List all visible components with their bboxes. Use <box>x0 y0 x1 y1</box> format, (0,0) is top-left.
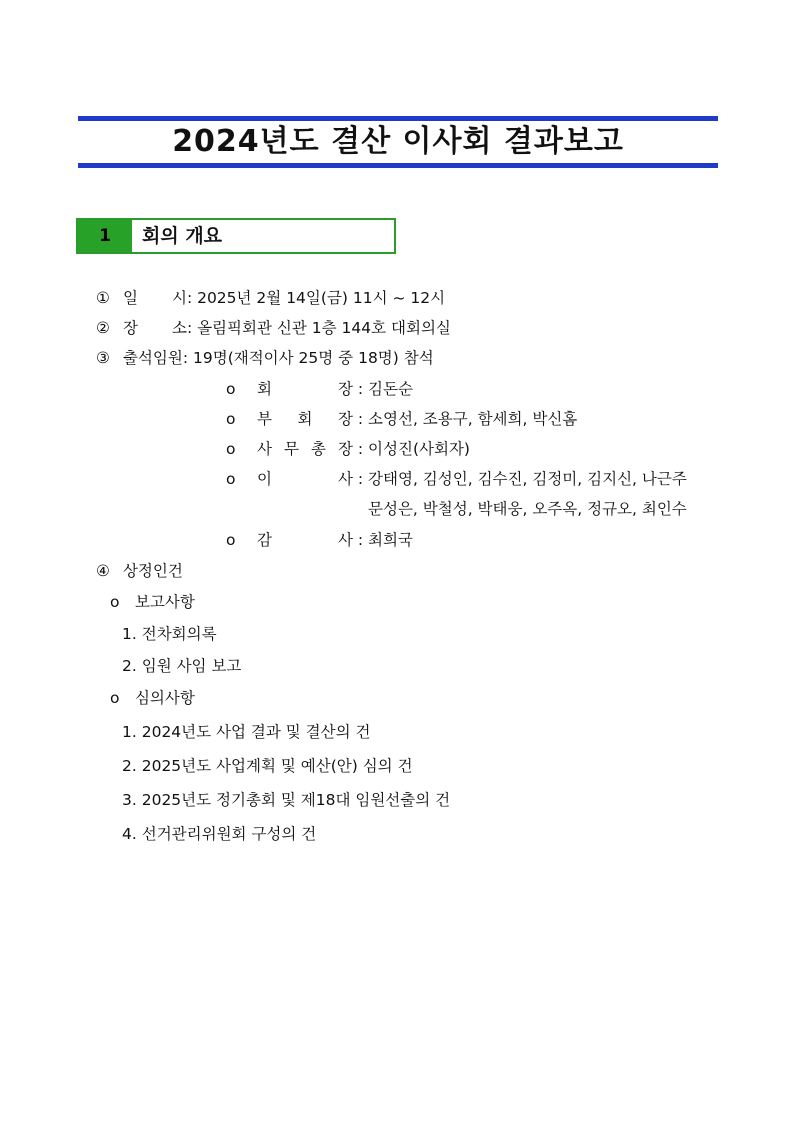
section-title: 회의 개요 <box>142 225 223 247</box>
attendee-names: : 김돈순 <box>357 380 413 398</box>
attendee-row-chairman <box>226 377 413 401</box>
attendee-names: : 소영선, 조용구, 함세희, 박신홈 <box>357 410 578 428</box>
bullet: o <box>226 440 236 458</box>
group-label: 심의사항 <box>134 689 195 707</box>
label-date: 일 시 <box>122 289 187 307</box>
attendee-row-vice-chairman <box>226 407 577 431</box>
attendance-value: : 19명(재적이사 25명 중 18명) 참석 <box>182 349 434 367</box>
bullet: o <box>226 470 236 488</box>
agenda-label: 상정인건 <box>122 562 183 580</box>
role-label: 이 사 <box>256 470 353 488</box>
bullet: o <box>226 410 236 428</box>
section-number: 1 <box>78 220 132 252</box>
agenda-group-report <box>110 590 195 614</box>
title-block <box>78 116 718 168</box>
bullet: o <box>110 689 120 707</box>
group-label: 보고사항 <box>134 593 195 611</box>
agenda-item: 1. 전차회의록 <box>122 625 217 643</box>
title-bottom-rule <box>78 163 718 168</box>
attendee-row-secretary-general <box>226 437 470 461</box>
circled-number: ③ <box>96 349 110 367</box>
agenda-item: 2. 2025년도 사업계획 및 예산(안) 심의 건 <box>122 757 413 775</box>
agenda-item: 3. 2025년도 정기총회 및 제18대 임원선출의 건 <box>122 791 451 809</box>
section-header <box>76 218 396 254</box>
agenda-group-deliberation <box>110 686 195 710</box>
overview-place-line <box>96 316 451 340</box>
agenda-item: 2. 임원 사임 보고 <box>122 657 242 675</box>
role-label: 부 회 장 <box>256 410 353 428</box>
bullet: o <box>226 380 236 398</box>
attendee-names: : 강태영, 김성인, 김수진, 김정미, 김지신, 나근주 <box>357 470 687 488</box>
date-value: : 2025년 2월 14일(금) 11시 ~ 12시 <box>186 289 446 307</box>
circled-number: ② <box>96 319 110 337</box>
document-title: 2024년도 결산 이사회 결과보고 <box>172 124 624 159</box>
overview-attendance-line <box>96 346 434 370</box>
bullet: o <box>110 593 120 611</box>
overview-date-line <box>96 286 445 310</box>
label-attendance: 출석임원 <box>122 349 183 367</box>
role-label: 회 장 <box>256 380 353 398</box>
agenda-item: 1. 2024년도 사업 결과 및 결산의 건 <box>122 723 371 741</box>
place-value: : 올림픽회관 신관 1층 144호 대회의실 <box>186 319 451 337</box>
attendee-names-continued: 문성은, 박철성, 박태웅, 오주옥, 정규오, 최인수 <box>368 500 687 518</box>
role-label: 사 무 총 장 <box>256 440 353 458</box>
circled-number: ① <box>96 289 110 307</box>
role-label: 감 사 <box>256 531 353 549</box>
label-place: 장 소 <box>122 319 187 337</box>
attendee-row-directors <box>226 467 687 491</box>
agenda-item: 4. 선거관리위원회 구성의 건 <box>122 825 317 843</box>
agenda-heading <box>96 559 183 583</box>
attendee-names: : 이성진(사회자) <box>357 440 470 458</box>
bullet: o <box>226 531 236 549</box>
attendee-names: : 최희국 <box>357 531 413 549</box>
circled-number: ④ <box>96 562 110 580</box>
attendee-row-auditor <box>226 528 413 552</box>
